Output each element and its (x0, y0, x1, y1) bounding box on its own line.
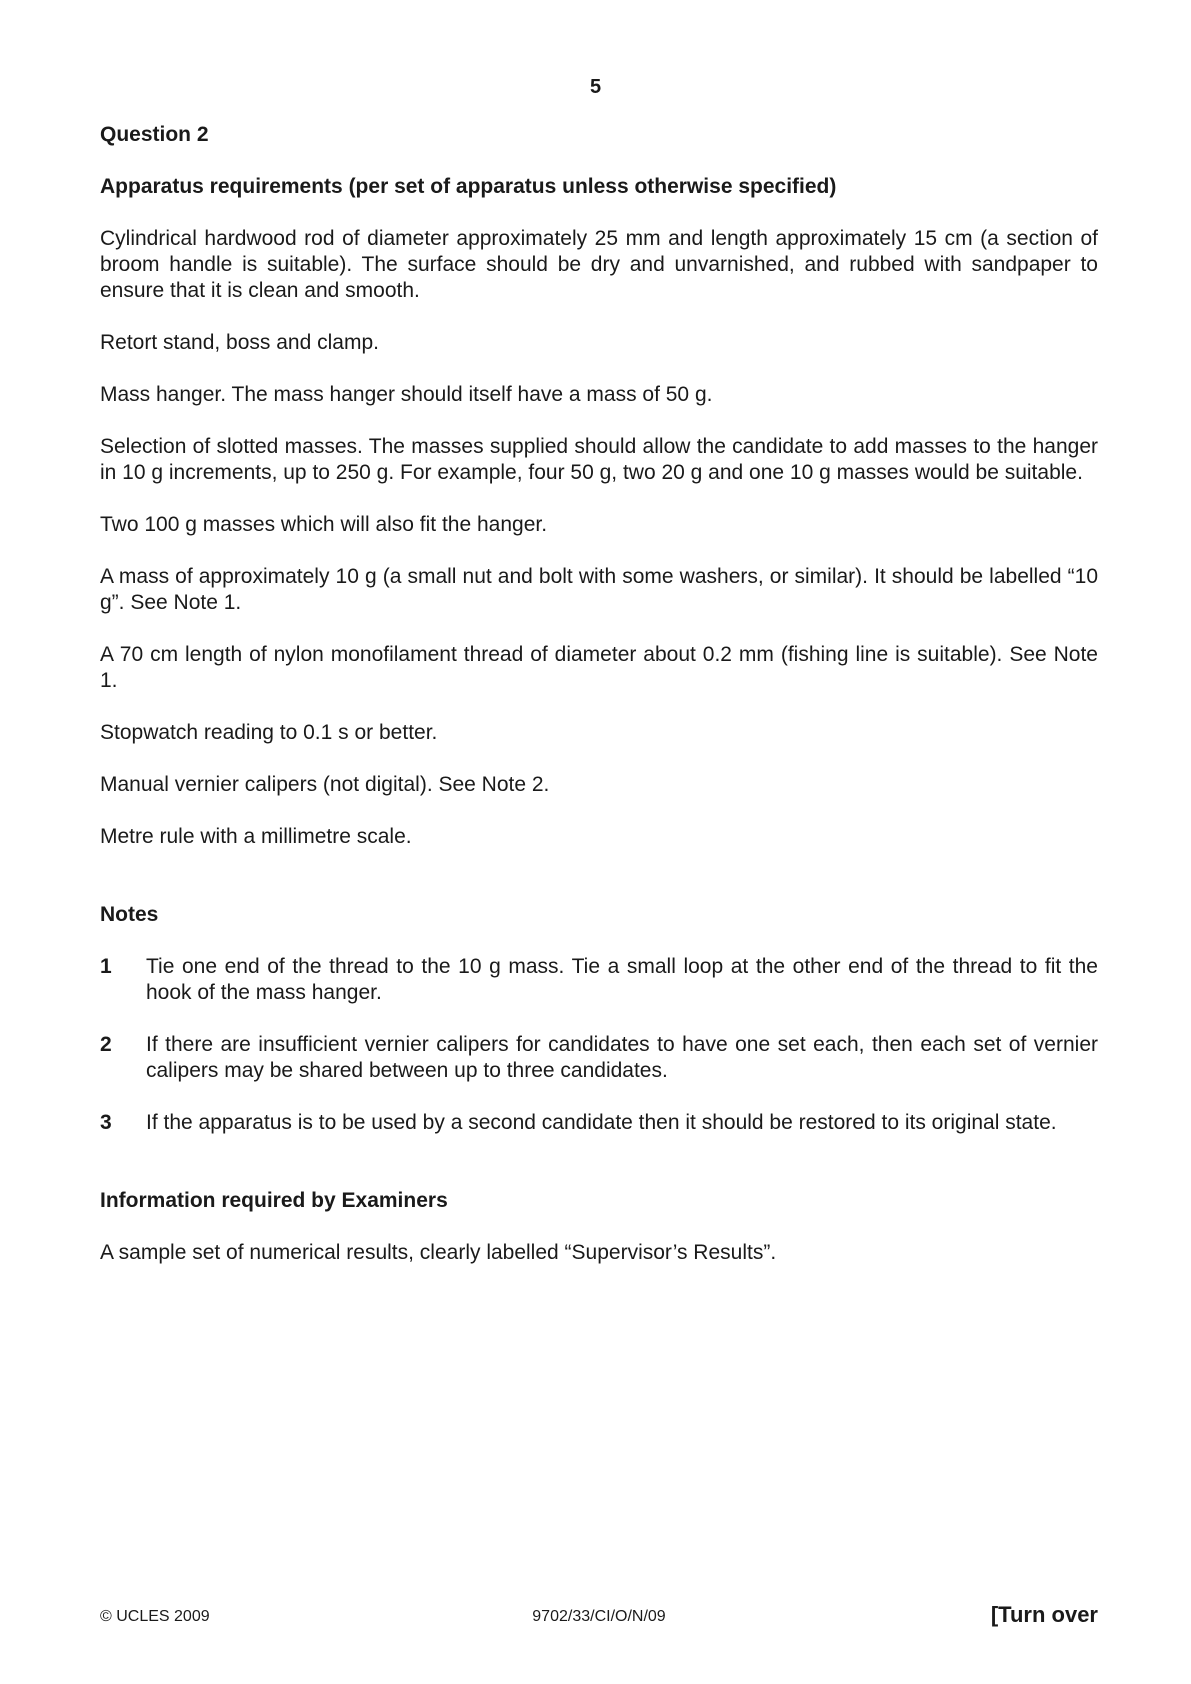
apparatus-item: Metre rule with a millimetre scale. (100, 825, 412, 848)
footer-turn-over: [Turn over (990, 1602, 1098, 1627)
apparatus-item: Manual vernier calipers (not digital). See Note 2. (100, 773, 550, 796)
info-heading: Information required by Examiners (100, 1189, 448, 1212)
apparatus-item: Retort stand, boss and clamp. (100, 331, 379, 354)
footer-copyright: © UCLES 2009 (100, 1608, 210, 1625)
note-number: 2 (100, 1033, 112, 1056)
apparatus-heading: Apparatus requirements (per set of apparatus unless otherwise specified) (100, 175, 837, 198)
apparatus-item: Selection of slotted masses. The masses supplied should allow the candidate to add masses to the hanger in 10 g increments, up to 250 g. For example, four 50 g, two 20 g and one 10 g masses would be suitable. (100, 435, 1098, 484)
apparatus-item: Cylindrical hardwood rod of diameter approximately 25 mm and length approximately 15 cm (a section of broom handle is suitable). The surface should be dry and unvarnished, and rubbed with sandpaper to ensure that it is clean and smooth. (100, 227, 1098, 302)
note-number: 1 (100, 955, 112, 978)
apparatus-item: A 70 cm length of nylon monofilament thread of diameter about 0.2 mm (fishing line is suitable). See Note 1. (100, 643, 1098, 692)
apparatus-item: Stopwatch reading to 0.1 s or better. (100, 721, 438, 744)
note-number: 3 (100, 1111, 112, 1134)
note-text: If there are insufficient vernier calipers for candidates to have one set each, then each set of vernier calipers may be shared between up to three candidates. (146, 1033, 1098, 1082)
note-text: Tie one end of the thread to the 10 g mass. Tie a small loop at the other end of the thread to fit the hook of the mass hanger. (146, 955, 1098, 1004)
note-item (100, 1032, 1098, 1084)
apparatus-item: A mass of approximately 10 g (a small nut and bolt with some washers, or similar). It should be labelled “10 g”. See Note 1. (100, 565, 1098, 614)
page-number: 5 (589, 76, 602, 98)
note-item (100, 1110, 1098, 1136)
apparatus-item: Two 100 g masses which will also fit the hanger. (100, 513, 548, 536)
page-footer (100, 1602, 1098, 1632)
info-text: A sample set of numerical results, clearly labelled “Supervisor’s Results”. (100, 1241, 777, 1264)
apparatus-item: Mass hanger. The mass hanger should itself have a mass of 50 g. (100, 383, 713, 406)
note-text: If the apparatus is to be used by a second candidate then it should be restored to its original state. (146, 1111, 1057, 1134)
notes-heading: Notes (100, 903, 159, 926)
question-title: Question 2 (100, 123, 209, 146)
note-item (100, 954, 1098, 1006)
page-content (100, 122, 1098, 1266)
footer-code: 9702/33/CI/O/N/09 (532, 1608, 666, 1625)
